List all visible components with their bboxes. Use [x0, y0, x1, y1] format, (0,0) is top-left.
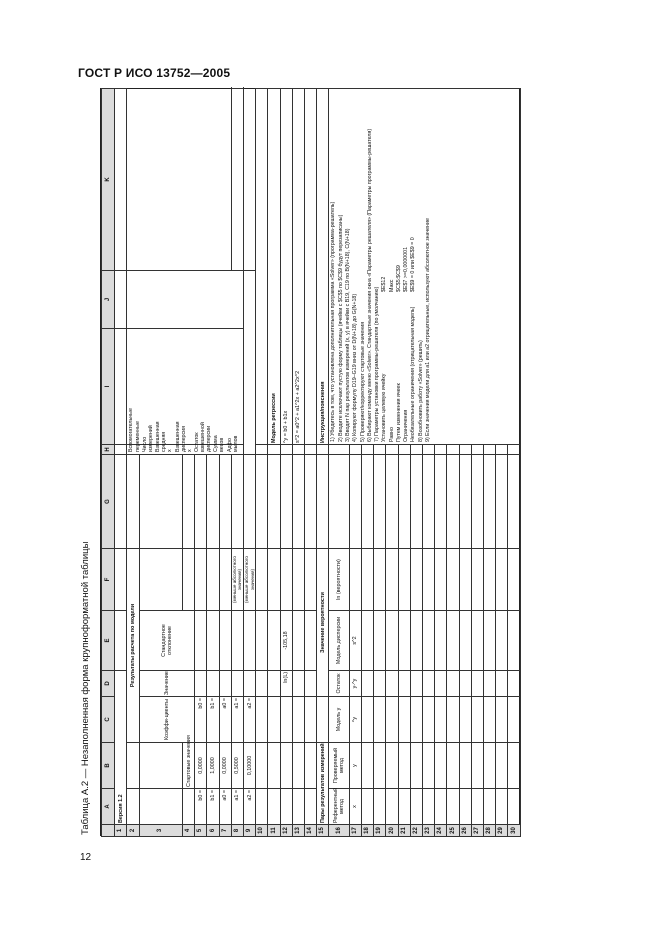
instruction-3: 3) Вводят N пар результатов измерений (x, y) в ячейки с B19, C19 по B(N+18), C(N+18): [344, 228, 351, 442]
param-label: b0 =: [195, 789, 207, 825]
model-y-header: Модель y: [329, 697, 349, 743]
row-number-6: 6: [207, 825, 219, 837]
row-number-9: 9: [244, 825, 256, 837]
solver-key: Ограничения: [403, 409, 410, 442]
col-header-g: G: [102, 455, 115, 549]
ln-prob-header: ln (вероятности): [329, 549, 349, 611]
model-variance-header: Модель дисперсии: [329, 611, 349, 671]
param-note: (меньше абсолютного значения): [244, 549, 256, 611]
page-number: 12: [80, 852, 92, 863]
model-equation-2: s^2 = a0^2 + a1^2x + a2^2x^2: [292, 89, 304, 445]
stat-2: Взвешенная средняя x: [155, 421, 174, 452]
param-start-value: 1,0000: [207, 743, 219, 789]
col-header-b: B: [102, 743, 115, 789]
stat-3: Взвешенная дисперсия x: [174, 421, 193, 452]
ref-method-header: Референтный метод: [329, 789, 349, 825]
col-header-h: H: [102, 445, 115, 455]
col-header-j: J: [102, 271, 115, 329]
row-number-2: 2: [127, 825, 139, 837]
spreadsheet: [101, 89, 521, 837]
coefficients-header: Коэффи-циенты: [139, 697, 195, 743]
param-start-value: 0,10000: [244, 743, 256, 789]
row-number-11: 11: [268, 825, 280, 837]
instruction-4: 4) Копируют формулу D19–G19 вниз от D(N+18) до G(N+18): [352, 293, 359, 442]
solver-value: $E$12: [381, 276, 388, 292]
residual-expr: y-^y: [349, 671, 361, 697]
col-header-k: K: [102, 89, 115, 271]
stat-5: Сумма весов: [213, 435, 226, 452]
param-start-value: 0,0000: [219, 743, 231, 789]
col-header-a: A: [102, 789, 115, 825]
instructions-title: Инструкция/пояснения: [317, 89, 329, 445]
solver-value: $C$5:$C$9: [395, 265, 402, 292]
expected-title: Значение вероятности: [317, 549, 329, 697]
row-number-12: 12: [280, 825, 292, 837]
row-number-24: 24: [435, 825, 447, 837]
variance-expr: s^2: [349, 611, 361, 671]
row-number-27: 27: [471, 825, 483, 837]
spreadsheet-frame: [100, 88, 520, 836]
instruction-1: 1) Убедитесь в том, что установлена дополнительная программа «Solver» (программа-решатель): [330, 201, 337, 442]
param-start-value: 0,0000: [195, 743, 207, 789]
param-label: a2 =: [244, 789, 256, 825]
param-row: [244, 89, 256, 837]
instruction-7: 7) Параметры установки программы-решателя (по умолчанию): [374, 286, 381, 442]
param-coef: a1 =: [231, 697, 243, 743]
row-number-19: 19: [374, 825, 386, 837]
param-label: b1 =: [207, 789, 219, 825]
param-coef: a0 =: [219, 697, 231, 743]
std-dev-header: Стандартное отклонение: [139, 611, 195, 671]
param-row: [195, 89, 207, 837]
row-number-22: 22: [410, 825, 422, 837]
solver-key: Путем изменения ячеек: [395, 383, 402, 442]
row-number-23: 23: [423, 825, 435, 837]
residual-header: Остаток: [329, 671, 349, 697]
row-number-25: 25: [447, 825, 459, 837]
col-header-i: I: [102, 329, 115, 445]
corner-cell: [102, 825, 115, 837]
param-coef: a2 =: [244, 697, 256, 743]
column-header-row: [102, 89, 115, 837]
yhat-header: ^y: [349, 697, 361, 743]
results-title: Результаты расчета по модели: [127, 549, 139, 743]
solver-value: $E$9 = 0 или $E$9 = 0: [410, 237, 417, 292]
row-number-26: 26: [459, 825, 471, 837]
document-header: ГОСТ Р ИСО 13752—2005: [78, 66, 231, 80]
col-header-f: F: [102, 549, 115, 611]
x-header: x: [349, 789, 361, 825]
row-number-29: 29: [496, 825, 508, 837]
param-coef: b1 =: [207, 697, 219, 743]
row-number-30: 30: [508, 825, 521, 837]
stat-4: Остаток взвешенной дисперсии: [193, 422, 213, 452]
param-start-value: 0,5000: [231, 743, 243, 789]
solver-setting: [396, 91, 402, 442]
row-number-5: 5: [195, 825, 207, 837]
version-label: Версия 1.2: [115, 671, 127, 825]
solver-value: $E$7 >=0,0000001: [403, 246, 410, 292]
pairs-title: Пары результатов измерений: [317, 743, 329, 825]
stats-block: [127, 408, 244, 455]
starting-values-header: Стартовые значения: [183, 743, 195, 789]
model-equation-1: ^y = b0 + b1x: [280, 89, 292, 445]
solver-key: Равно: [388, 427, 395, 442]
row-number-16: 16: [329, 825, 349, 837]
test-method-header: Проверяемый метод: [329, 743, 349, 789]
instruction-6: 6) Выбирают команду меню «Solver». Стандартные значения окна «Параметры решателя» (Параметры программы-решателя): [366, 128, 373, 442]
row-number-28: 28: [484, 825, 496, 837]
lnl-value: -105,18: [280, 611, 292, 671]
solver-setting: [389, 91, 395, 442]
solver-setting: [403, 91, 409, 442]
model-title: Модель регрессии: [268, 89, 280, 445]
row-number-14: 14: [305, 825, 317, 837]
col-header-e: E: [102, 611, 115, 671]
row-number-4: 4: [183, 825, 195, 837]
solver-value: Макс: [388, 279, 395, 292]
y-header: y: [349, 743, 361, 789]
spreadsheet-table: [101, 88, 521, 837]
table-caption: Таблица А.2 — Незаполненная форма крупноформатной таблицы: [80, 541, 91, 835]
param-coef: b0 =: [195, 697, 207, 743]
instructions-block: [329, 89, 521, 445]
stat-1: Число измерений: [141, 425, 154, 452]
row-number-10: 10: [256, 825, 268, 837]
col-header-c: C: [102, 697, 115, 743]
instruction-9: 9) Если значения модели для a1 или a2 отрицательные, используют абсолютное значение: [424, 218, 431, 442]
row-number-7: 7: [219, 825, 231, 837]
param-row: [207, 89, 219, 837]
instruction-2: 2) Вводите исключают пустую форму таблицы (ячейки с $C$5 по $C$9 будут перезаписаны): [337, 214, 344, 442]
row-number-20: 20: [386, 825, 398, 837]
col-header-d: D: [102, 671, 115, 697]
stat-6: Адфо мылов: [226, 435, 239, 452]
solver-key: Установить целевую ячейку: [381, 373, 388, 442]
row-number-1: 1: [115, 825, 127, 837]
row-number-21: 21: [398, 825, 410, 837]
solver-setting: [381, 91, 387, 442]
param-label: a0 =: [219, 789, 231, 825]
row-number-3: 3: [139, 825, 182, 837]
instruction-5: 5) Проверяют/корректируют стартовые значения: [359, 321, 366, 442]
param-label: a1 =: [231, 789, 243, 825]
row-number-18: 18: [362, 825, 374, 837]
value-header: Значение: [139, 671, 195, 697]
row-number-13: 13: [292, 825, 304, 837]
instruction-8: 8) Возобновить работу «Solver» (решить): [417, 340, 424, 442]
solver-setting: [410, 91, 416, 442]
row-number-8: 8: [231, 825, 243, 837]
param-row: [219, 89, 231, 837]
row-number-15: 15: [317, 825, 329, 837]
param-row: [231, 89, 243, 837]
lnl-label: ln(L): [280, 671, 292, 697]
solver-key: Необязательные ограничения (отрицательная модель): [410, 306, 417, 442]
param-note: (меньше абсолютного значения): [231, 549, 243, 611]
row-number-17: 17: [349, 825, 361, 837]
stats-title: Вспомогательные переменные: [128, 408, 141, 452]
